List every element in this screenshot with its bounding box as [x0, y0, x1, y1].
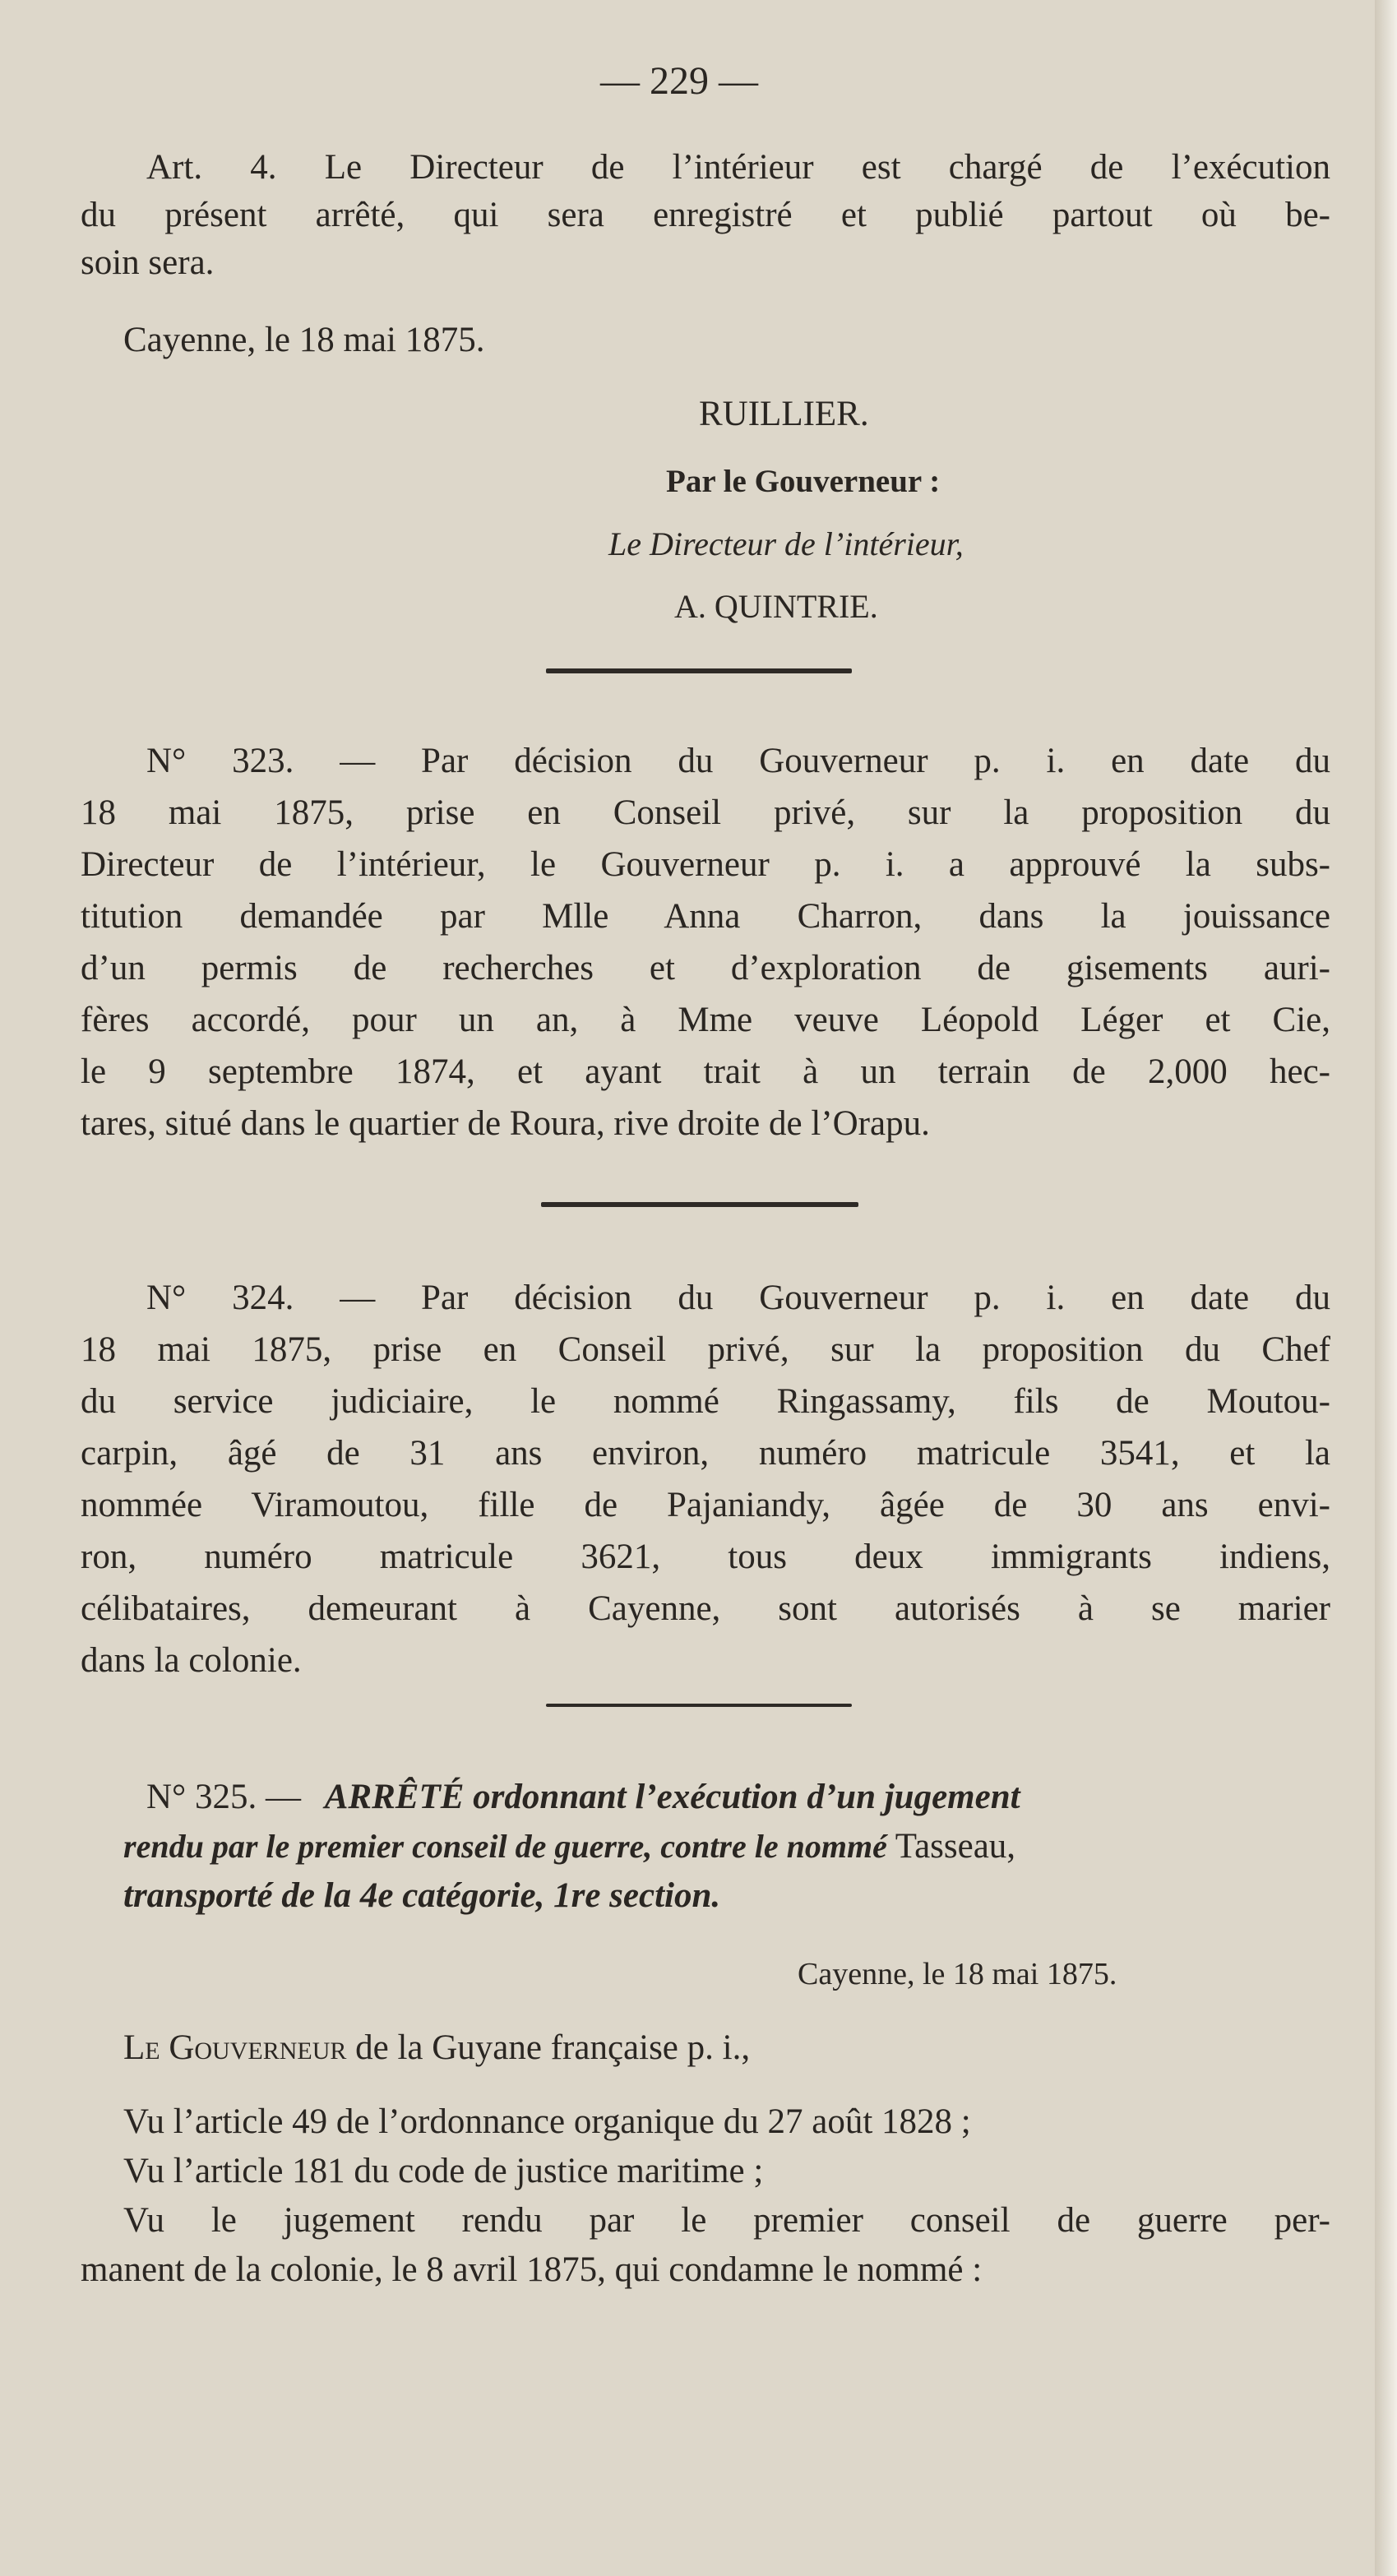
art4-signature: RUILLIER.	[699, 395, 869, 433]
art4-date: Cayenne, le 18 mai 1875.	[123, 321, 485, 359]
n325-title-1: ARRÊTÉ ordonnant l’exécution d’un jugement	[324, 1778, 1020, 1816]
n323-line-2: 18 mai 1875, prise en Conseil privé, sur la proposition du	[81, 793, 1330, 832]
n324-line-2: 18 mai 1875, prise en Conseil privé, sur la proposition du Chef	[81, 1330, 1330, 1369]
n324-line-3: du service judiciaire, le nommé Ringassamy, fils de Moutou-	[81, 1382, 1330, 1421]
section-divider-3	[546, 1704, 852, 1707]
n324-line-7: célibataires, demeurant à Cayenne, sont autorisés à se marier	[81, 1589, 1330, 1628]
art4-role: Le Directeur de l’intérieur,	[608, 525, 964, 562]
n325-name: Tasseau,	[886, 1827, 1016, 1866]
n323-line-6: fères accordé, pour un an, à Mme veuve Léopold Léger et Cie,	[81, 1001, 1330, 1039]
n324-line-8: dans la colonie.	[81, 1641, 302, 1680]
n324-line-4: carpin, âgé de 31 ans environ, numéro matricule 3541, et la	[81, 1434, 1330, 1473]
art4-line-1: Art. 4. Le Directeur de l’intérieur est chargé de l’exécution	[146, 148, 1330, 187]
n325-heading-line-2	[123, 1823, 1015, 1871]
art4-line-2: du présent arrêté, qui sera enregistré et publié partout où be-	[81, 196, 1330, 234]
art4-par-le-gouverneur: Par le Gouverneur :	[666, 464, 941, 499]
n325-number: N° 325. —	[146, 1778, 301, 1816]
n325-heading-line-3: transporté de la 4e catégorie, 1re section.	[123, 1876, 721, 1915]
section-divider-1	[546, 668, 852, 673]
n324-line-5: nommée Viramoutou, fille de Pajaniandy, âgée de 30 ans envi-	[81, 1486, 1330, 1524]
n325-title-2: rendu par le premier conseil de guerre, contre le nommé	[123, 1828, 887, 1865]
n325-gouverneur-title: Le Gouverneur	[123, 2028, 347, 2067]
n323-line-5: d’un permis de recherches et d’exploration de gisements auri-	[81, 949, 1330, 987]
n325-vu-2: Vu l’article 181 du code de justice maritime ;	[123, 2152, 764, 2190]
art4-signer: A. QUINTRIE.	[674, 588, 878, 625]
n323-line-8: tares, situé dans le quartier de Roura, rive droite de l’Orapu.	[81, 1104, 930, 1143]
art4-line-3: soin sera.	[81, 243, 215, 282]
page-edge	[1375, 0, 1397, 2576]
n324-line-6: ron, numéro matricule 3621, tous deux immigrants indiens,	[81, 1538, 1330, 1576]
n325-vu-3: Vu le jugement rendu par le premier conseil de guerre per-	[123, 2201, 1330, 2240]
n325-gouverneur-rest: de la Guyane française p. i.,	[346, 2028, 751, 2067]
n325-le-gouverneur	[123, 2024, 750, 2072]
n323-line-7: le 9 septembre 1874, et ayant trait à un terrain de 2,000 hec-	[81, 1052, 1330, 1091]
page-number: — 229 —	[600, 59, 758, 103]
n325-heading-line-1	[146, 1774, 1020, 1821]
n323-line-1: N° 323. — Par décision du Gouverneur p. i. en date du	[146, 742, 1330, 780]
n323-line-4: titution demandée par Mlle Anna Charron, dans la jouissance	[81, 897, 1330, 936]
n325-vu-4: manent de la colonie, le 8 avril 1875, qui condamne le nommé :	[81, 2250, 983, 2289]
n325-date: Cayenne, le 18 mai 1875.	[798, 1957, 1117, 1991]
n325-vu-1: Vu l’article 49 de l’ordonnance organique du 27 août 1828 ;	[123, 2102, 971, 2141]
section-divider-2	[541, 1202, 858, 1207]
n324-line-1: N° 324. — Par décision du Gouverneur p. i. en date du	[146, 1279, 1330, 1317]
n323-line-3: Directeur de l’intérieur, le Gouverneur p. i. a approuvé la subs-	[81, 845, 1330, 884]
